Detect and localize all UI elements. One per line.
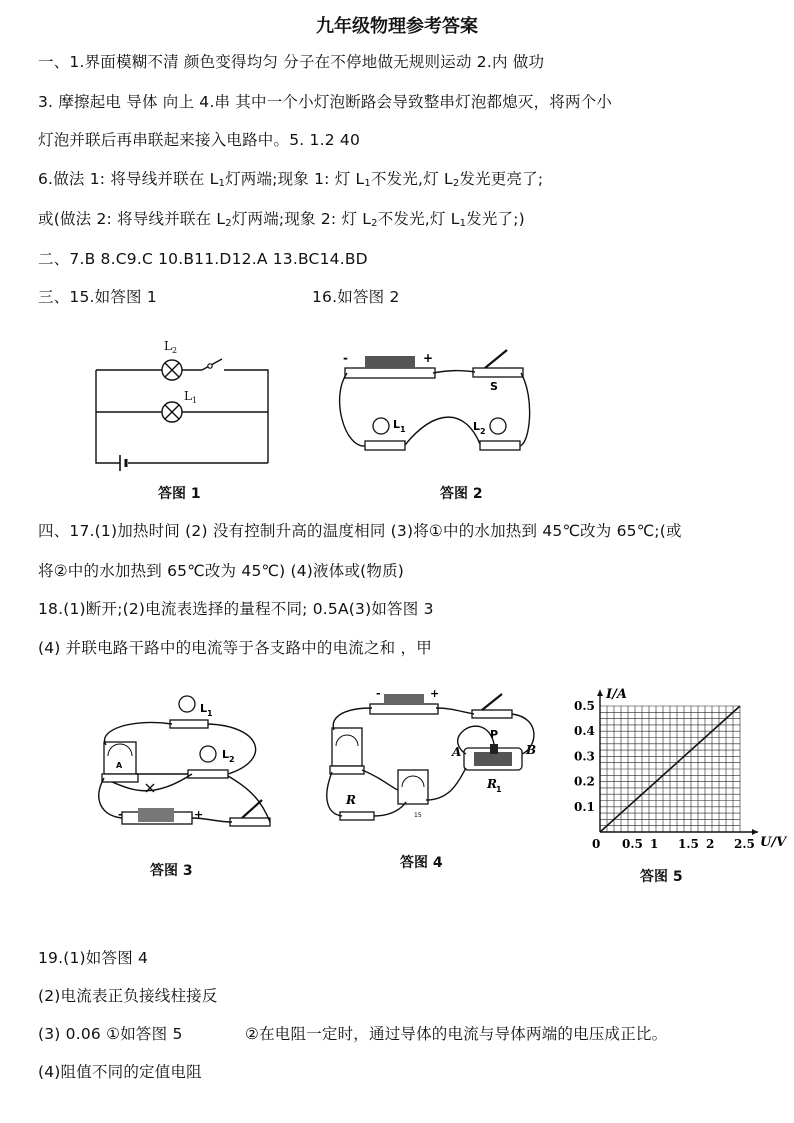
label-plus: + (194, 808, 204, 821)
text: 不发光,灯 L (377, 210, 460, 228)
lamp-base-icon (480, 441, 520, 450)
wire (433, 371, 475, 373)
y-tick-label: 0.3 (574, 749, 595, 764)
x-tick-label: 0 (592, 837, 601, 851)
label-a: A (116, 761, 123, 770)
wire (208, 724, 256, 774)
text: 灯两端;现象 2: 灯 L (231, 210, 372, 228)
caption-fig5: 答图 5 (640, 869, 683, 885)
answer-line-6: 二、7.B 8.C9.C 10.B11.D12.A 13.BC14.BD (38, 250, 368, 268)
label-p: P (490, 728, 499, 741)
subscript: 1 (496, 785, 502, 794)
battery-cells-icon (384, 694, 424, 704)
battery-box-icon (345, 368, 435, 378)
label-s: S (490, 380, 498, 393)
subscript: 1 (207, 709, 213, 718)
lamp-base-icon (170, 720, 208, 728)
caption-fig2: 答图 2 (440, 486, 483, 502)
caption-fig1: 答图 1 (158, 486, 201, 502)
x-tick-label: 1 (650, 837, 659, 851)
label-minus: - (376, 687, 381, 700)
wire (340, 373, 365, 446)
answer-line-7a: 三、15.如答图 1 (38, 288, 157, 306)
answer-line-15: (4)阻值不同的定值电阻 (38, 1063, 202, 1081)
wire (405, 417, 480, 445)
fig2-physical-circuit (335, 348, 535, 458)
label-plus: + (423, 351, 434, 365)
answer-line-10: 18.(1)断开;(2)电流表选择的量程不同; 0.5A(3)如答图 3 (38, 600, 434, 618)
answer-line-14b: ②在电阻一定时，通过导体的电流与导体两端的电压成正比。 (245, 1025, 668, 1043)
label-r: R (346, 793, 356, 807)
label-l2: L (222, 748, 230, 761)
wire (362, 770, 398, 790)
text: 发光更亮了; (459, 170, 544, 188)
lamp-base-icon (188, 770, 228, 778)
wire (436, 708, 474, 714)
page-title: 九年级物理参考答案 (316, 16, 478, 37)
y-axis-arrow-icon (597, 690, 603, 696)
label-l2: L (164, 339, 172, 353)
answer-line-13: (2)电流表正负接线柱接反 (38, 987, 218, 1005)
x-axis-label: U/V (760, 835, 787, 850)
switch-lever-icon (482, 694, 502, 710)
y-tick-label: 0.4 (574, 724, 595, 739)
wire (333, 708, 372, 730)
subscript: 2 (172, 346, 178, 355)
subscript: 2 (452, 178, 460, 189)
label-l1: L (393, 418, 401, 431)
answer-line-11: (4) 并联电路干路中的电流等于各支路中的电流之和 ，甲 (38, 639, 432, 657)
answer-line-8: 四、17.(1)加热时间 (2) 没有控制升高的温度相同 (3)将①中的水加热到 45℃改为 65℃;(或 (38, 522, 682, 540)
x-tick-label: 2 (706, 837, 715, 851)
answer-line-3: 灯泡并联后再串联起来接入电路中。5. 1.2 40 (38, 131, 361, 149)
y-tick-label: 0.2 (574, 774, 595, 789)
subscript: 1 (400, 425, 406, 434)
bulb-l2-icon (490, 418, 506, 434)
answer-line-12: 19.(1)如答图 4 (38, 949, 149, 967)
wire (426, 768, 466, 800)
answer-line-14a: (3) 0.06 ①如答图 5 (38, 1025, 183, 1043)
switch-base-icon (472, 710, 512, 718)
wire (520, 373, 530, 446)
subscript: 2 (229, 755, 235, 764)
battery-box-icon (370, 704, 438, 714)
caption-fig4: 答图 4 (400, 855, 443, 871)
y-tick-label: 0.5 (574, 699, 595, 713)
bulb-l1-icon (373, 418, 389, 434)
label-l1: L (200, 702, 208, 715)
x-axis-arrow-icon (752, 829, 758, 835)
text: 不发光,灯 L (370, 170, 453, 188)
subscript: 1 (459, 218, 467, 229)
wire (224, 370, 268, 463)
fig1-circuit (90, 335, 280, 475)
answer-line-7b: 16.如答图 2 (312, 288, 400, 306)
wire (228, 776, 270, 822)
switch-base-icon (230, 818, 270, 826)
subscript: 2 (225, 218, 232, 229)
label-l2: L (473, 420, 481, 433)
text: 6.做法 1: 将导线并联在 L (38, 170, 219, 188)
subscript: 2 (480, 427, 486, 436)
fig5-iu-chart (572, 680, 787, 860)
x-tick-label: 0.5 (622, 837, 643, 851)
fig4-physical-circuit (322, 688, 547, 833)
text: 或(做法 2: 将导线并联在 L (38, 210, 226, 228)
subscript: 2 (371, 218, 378, 229)
label-b: B (526, 743, 537, 757)
label-minus: - (118, 808, 123, 821)
subscript: 1 (218, 178, 226, 189)
wire (96, 370, 120, 463)
label-r1: R (487, 777, 497, 791)
wire (327, 772, 342, 816)
label-plus: + (430, 687, 440, 700)
text: 灯两端;现象 1: 灯 L (225, 170, 365, 188)
subscript: 1 (364, 178, 371, 189)
label-l1: L (184, 389, 192, 403)
bulb-l1-icon (179, 696, 195, 712)
switch-lever-icon (485, 350, 507, 368)
caption-fig3: 答图 3 (150, 863, 193, 879)
label-a: A (452, 745, 462, 759)
answer-line-2: 3. 摩擦起电 导体 向上 4.串 其中一个小灯泡断路会导致整串灯泡都熄灭，将两个小 (38, 93, 613, 111)
label-15: 15 (414, 812, 422, 819)
voltmeter-icon (332, 728, 362, 766)
y-axis-label: I/A (606, 687, 627, 702)
y-tick-label: 0.1 (574, 799, 595, 814)
battery-cells-icon (138, 808, 174, 822)
fig3-physical-circuit (92, 690, 282, 840)
answer-line-1: 一、1.界面模糊不清 颜色变得均匀 分子在不停地做无规则运动 2.内 做功 (38, 53, 545, 71)
answer-line-4 (38, 167, 543, 189)
lamp-base-icon (365, 441, 405, 450)
x-tick-label: 1.5 (678, 837, 699, 851)
text: 发光了;) (466, 210, 525, 228)
x-tick-label: 2.5 (734, 837, 755, 851)
subscript: 1 (192, 396, 198, 405)
switch-base-icon (473, 368, 523, 377)
bulb-l2-icon (200, 746, 216, 762)
resistor-r-icon (340, 812, 374, 820)
battery-cells-icon (365, 356, 415, 368)
answer-line-5 (38, 207, 525, 229)
answer-line-9: 将②中的水加热到 65℃改为 45℃) (4)液体或(物质) (38, 562, 405, 580)
label-minus: - (343, 351, 348, 365)
